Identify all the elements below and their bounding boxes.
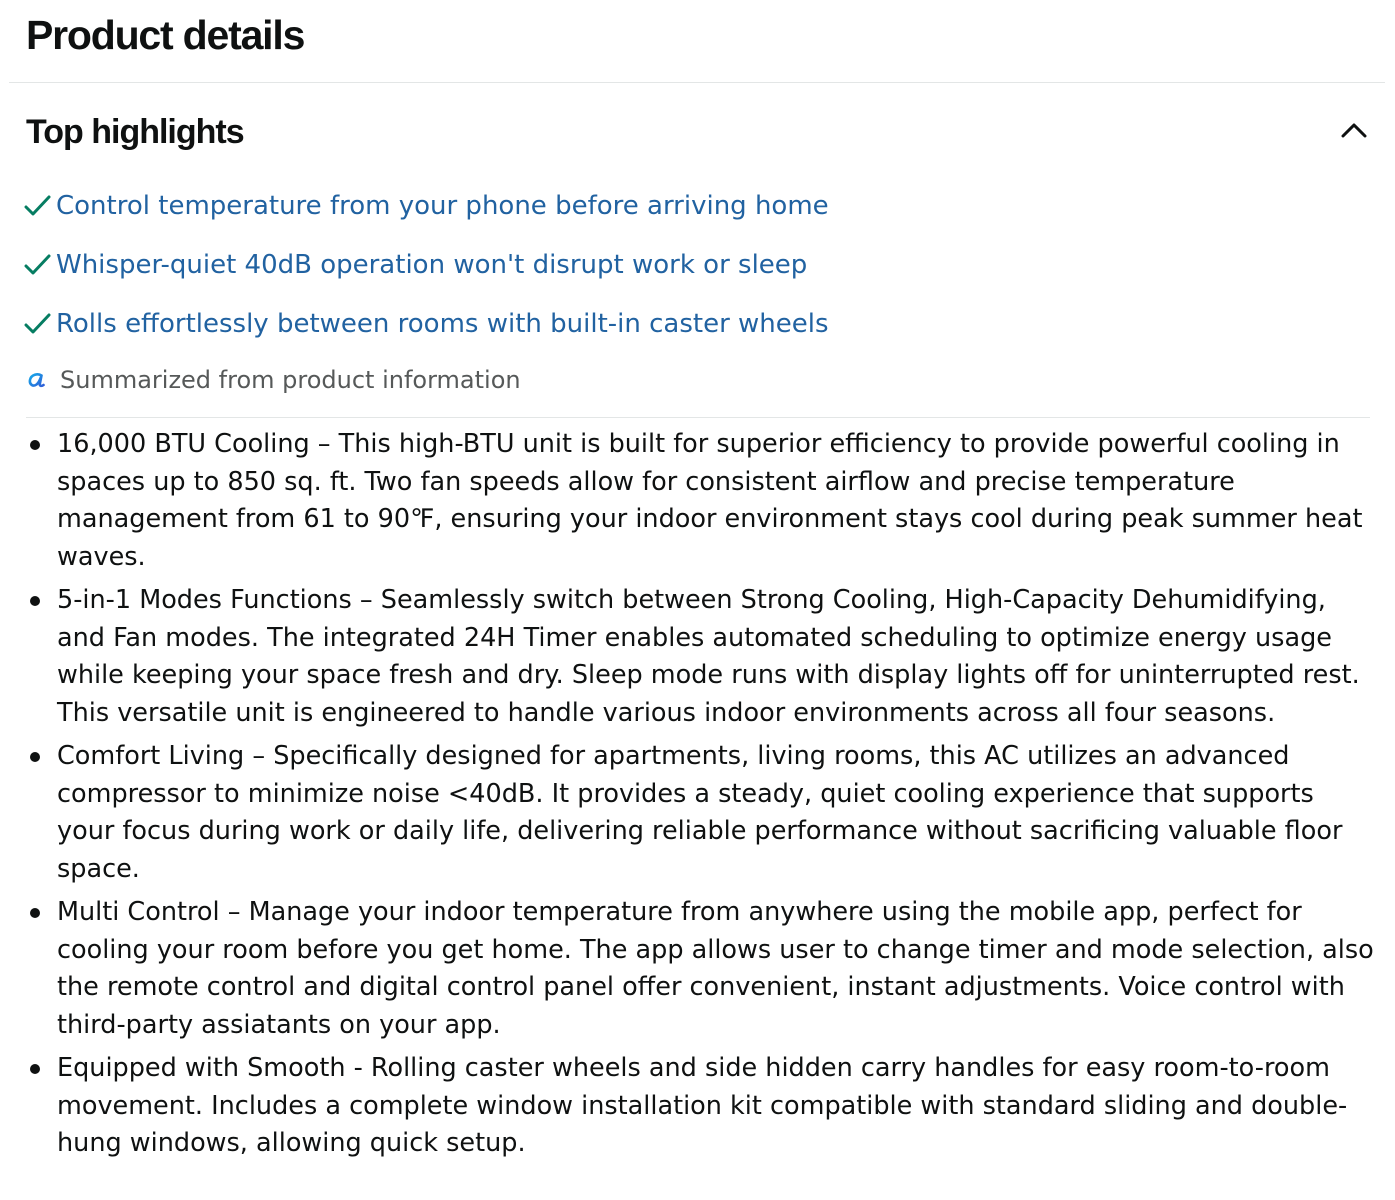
feature-bullet [26,1050,1376,1163]
highlights-list [24,186,829,363]
checkmark-icon [24,312,51,336]
highlight-item[interactable] [24,186,829,226]
bullet-dot-icon [30,1064,40,1074]
collapse-toggle-button[interactable] [1336,112,1372,148]
feature-bullet [26,894,1376,1044]
feature-bullet-text: Comfort Living – Specifically designed for apartments, living rooms, this AC utilizes an advanced compressor to minimize noise <40dB. It provides a steady, quiet cooling experience that supports your focus during work or daily life, delivering reliable performance without sacrificing valuable floor space. [57,741,1343,884]
highlight-item[interactable] [24,245,829,285]
feature-bullet [26,582,1376,732]
bullet-dot-icon [30,908,40,918]
highlight-text[interactable]: Whisper-quiet 40dB operation won't disrupt work or sleep [56,250,808,280]
top-highlights-header[interactable] [26,110,1372,158]
bullet-dot-icon [30,596,40,606]
chevron-up-icon [1341,122,1367,138]
feature-bullet-text: 16,000 BTU Cooling – This high-BTU unit is built for superior efficiency to provide powerful cooling in spaces up to 850 sq. ft. Two fan speeds allow for consistent airflow and precise temperature management from 61 to 90℉, ensuring your indoor environment stays cool during peak summer heat waves. [57,429,1363,572]
ai-sparkle-icon [26,369,48,391]
feature-bullets-list [26,426,1376,1169]
highlight-item[interactable] [24,304,829,344]
top-highlights-title: Top highlights [26,113,244,151]
feature-bullet [26,738,1376,888]
feature-bullet-text: Multi Control – Manage your indoor temperature from anywhere using the mobile app, perfect for cooling your room before you get home. The app allows user to change timer and mode selection, also the remote control and digital control panel offer convenient, instant adjustments. Voice control with third-party assiatants on your app. [57,897,1374,1040]
feature-bullet [26,426,1376,576]
divider [9,82,1385,83]
checkmark-icon [24,194,51,218]
feature-bullet-text: 5-in-1 Modes Functions – Seamlessly switch between Strong Cooling, High-Capacity Dehumidifying, and Fan modes. The integrated 24H Timer enables automated scheduling to optimize energy usage while keeping your space fresh and dry. Sleep mode runs with display lights off for uninterrupted rest. This versatile unit is engineered to handle various indoor environments across all four seasons. [57,585,1360,728]
feature-bullet-text: Equipped with Smooth - Rolling caster wheels and side hidden carry handles for easy room-to-room movement. Includes a complete window installation kit compatible with standard sliding and double-hung windows, allowing quick setup. [57,1053,1348,1158]
bullet-dot-icon [30,752,40,762]
summary-attribution [26,362,521,398]
checkmark-icon [24,253,51,277]
summary-text: Summarized from product information [60,366,521,394]
highlight-text[interactable]: Control temperature from your phone before arriving home [56,191,829,221]
page-title: Product details [26,12,305,58]
divider [26,417,1370,418]
highlight-text[interactable]: Rolls effortlessly between rooms with built-in caster wheels [56,309,829,339]
bullet-dot-icon [30,440,40,450]
